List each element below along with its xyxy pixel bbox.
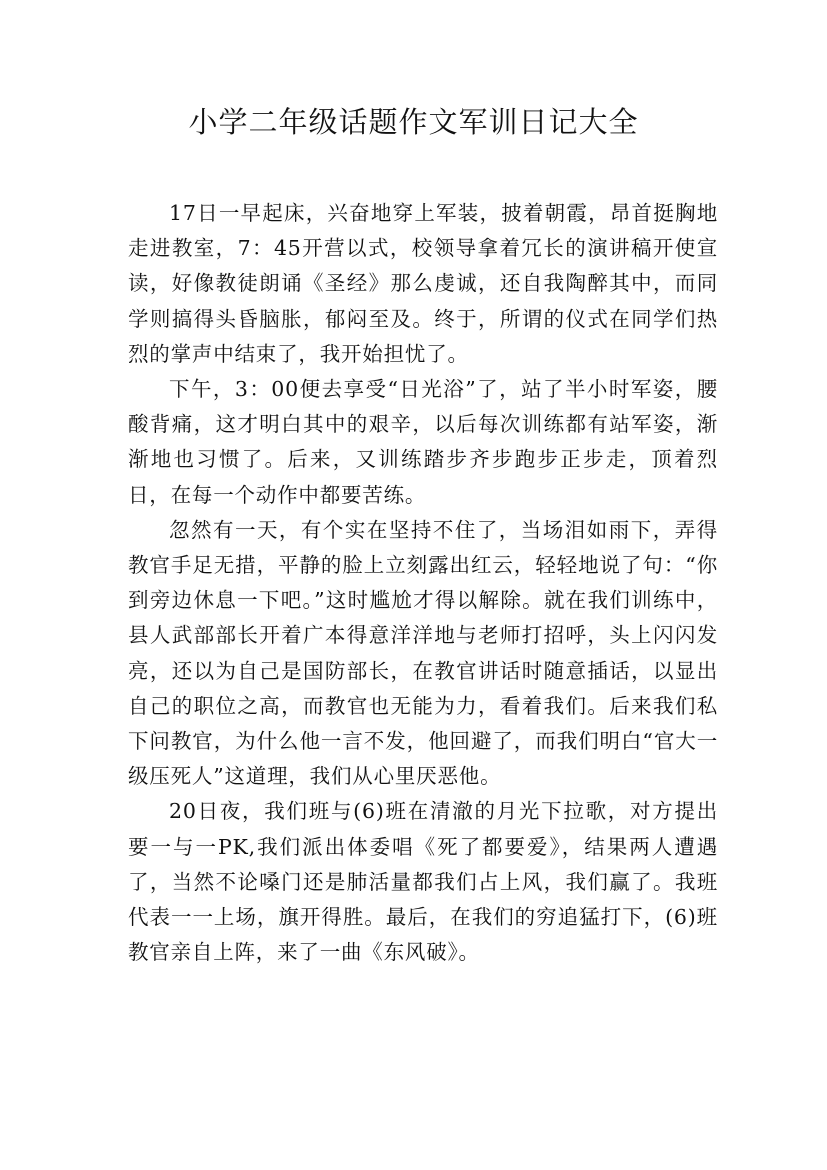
document-title: 小学二年级话题作文军训日记大全 bbox=[188, 105, 639, 139]
paragraph-4: 20日夜，我们班与(6)班在清澈的月光下拉歌，对方提出要一与一PK,我们派出体委唱《死了都要爱》，结果两人遭遇了，当然不论嗓门还是肺活量都我们占上风，我们赢了。我班代表一一上场，旗开得胜。最后，在我们的穷追猛打下，(6)班教官亲自上阵，来了一曲《东风破》。 bbox=[128, 799, 718, 965]
paragraph-1: 17日一早起床，兴奋地穿上军装，披着朝霞，昂首挺胸地走进教室，7：45开营以式，校领导拿着冗长的演讲稿开使宣读，好像教徒朗诵《圣经》那么虔诚，还自我陶醉其中，而同学则搞得头昏脑胀，郁闷至及。终于，所谓的仪式在同学们热烈的掌声中结束了，我开始担忧了。 bbox=[128, 201, 718, 366]
document-body bbox=[128, 196, 718, 970]
paragraph-3: 忽然有一天，有个实在坚持不住了，当场泪如雨下，弄得教官手足无措，平静的脸上立刻露出红云，轻轻地说了句：“你到旁边休息一下吧。”这时尴尬才得以解除。就在我们训练中，县人武部部长开着广本得意洋洋地与老师打招呼，头上闪闪发亮，还以为自己是国防部长，在教官讲话时随意插话，以显出自己的职位之高，而教官也无能为力，看着我们。后来我们私下问教官，为什么他一言不发，他回避了，而我们明白“官大一级压死人”这道理，我们从心里厌恶他。 bbox=[128, 517, 718, 789]
paragraph-2: 下午，3：00便去享受“日光浴”了，站了半小时军姿，腰酸背痛，这才明白其中的艰辛，以后每次训练都有站军姿，渐渐地也习惯了。后来，又训练踏步齐步跑步正步走，顶着烈日，在每一个动作中都要苦练。 bbox=[128, 377, 718, 507]
